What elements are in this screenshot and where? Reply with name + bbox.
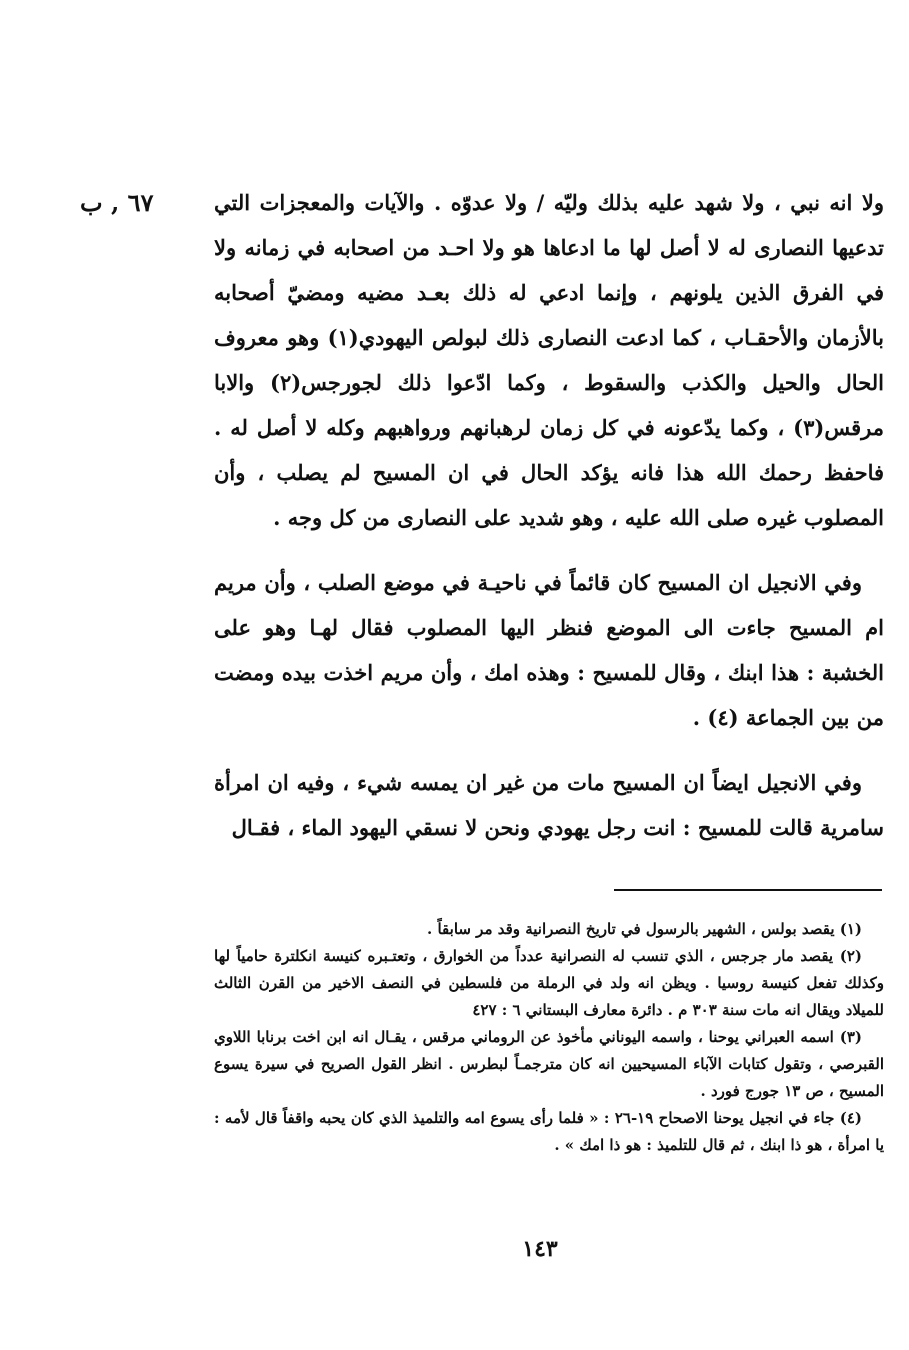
page-number: ١٤٣ <box>522 1236 558 1262</box>
footnote: (١) يقصد بولس ، الشهير بالرسول في تاريخ النصرانية وقد مر سابقاً . <box>427 920 862 938</box>
paragraph: ولا انه نبي ، ولا شهد عليه بذلك وليّه / ولا عدوّه . والآيات والمعجزات التي تدعيها النصارى له لا أصل لها ما ادعاها هو ولا احـد من اصحابه في زمانه ولا في الفرق الذين يلونهم ، وإنما ادعي له ذلك بعـد مضيه ومضيّ أصحابه بالأزمان والأحقـاب ، كما ادعت النصارى ذلك لبولص اليهودي(١) وهو معروف الحال والحيل والكذب والسقوط ، وكما ادّعوا ذلك لجورجس(٢) والابا مرقس(٣) ، وكما يدّعونه في كل زمان لرهبانهم ورواهبهم وكله لا أصل له . فاحفظ رحمك الله هذا فانه يؤكد الحال في ان المسيح لم يصلب ، وأن المصلوب غيره صلى الله عليه ، وهو شديد على النصارى من كل وجه . <box>214 190 885 530</box>
footnotes <box>214 916 884 1159</box>
footnote: (٣) اسمه العبراني يوحنا ، واسمه اليوناني مأخوذ عن الروماني مرقس ، يقـال انه ابن اخت برنابا اللاوي القبرصي ، وتقول كتابات الآباء المسيحيين انه كان مترجمـاً لبطرس . انظر القول الصريح في سيرة يسوع المسيح ، ص ١٣ جورج فورد . <box>214 1028 884 1100</box>
main-text <box>214 180 884 870</box>
paragraph: وفي الانجيل ايضاً ان المسيح مات من غير ان يمسه شيء ، وفيه ان امرأة سامرية قالت للمسيح : انت رجل يهودي ونحن لا نسقي اليهود الماء ، فقـال <box>214 770 884 840</box>
footnote-separator <box>614 889 882 891</box>
footnote: (٤) جاء في انجيل يوحنا الاصحاح ١٩-٢٦ : « فلما رأى يسوع امه والتلميذ الذي كان يحبه واقفاً قال لأمه : يا امرأة ، هو ذا ابنك ، ثم قال للتلميذ : هو ذا امك » . <box>214 1109 884 1154</box>
manuscript-folio-reference: ٦٧ , ب <box>80 188 154 217</box>
paragraph: وفي الانجيل ان المسيح كان قائماً في ناحيـة في موضع الصلب ، وأن مريم ام المسيح جاءت الى الموضع فنظر اليها المصلوب فقال لهـا وهو على الخشبة : هذا ابنك ، وقال للمسيح : وهذه امك ، وأن مريم اخذت بيده ومضت من بين الجماعة (٤) . <box>214 570 884 730</box>
footnote: (٢) يقصد مار جرجس ، الذي تنسب له النصرانية عدداً من الخوارق ، وتعتـبره كنيسة انكلترة حامياً لها وكذلك تفعل كنيسة روسيا . ويظن انه ولد في الرملة من فلسطين في النصف الاخير من القرن الثالث للميلاد ويقال انه مات سنة ٣٠٣ م . دائرة معارف البستاني ٦ : ٤٢٧ <box>214 947 884 1019</box>
